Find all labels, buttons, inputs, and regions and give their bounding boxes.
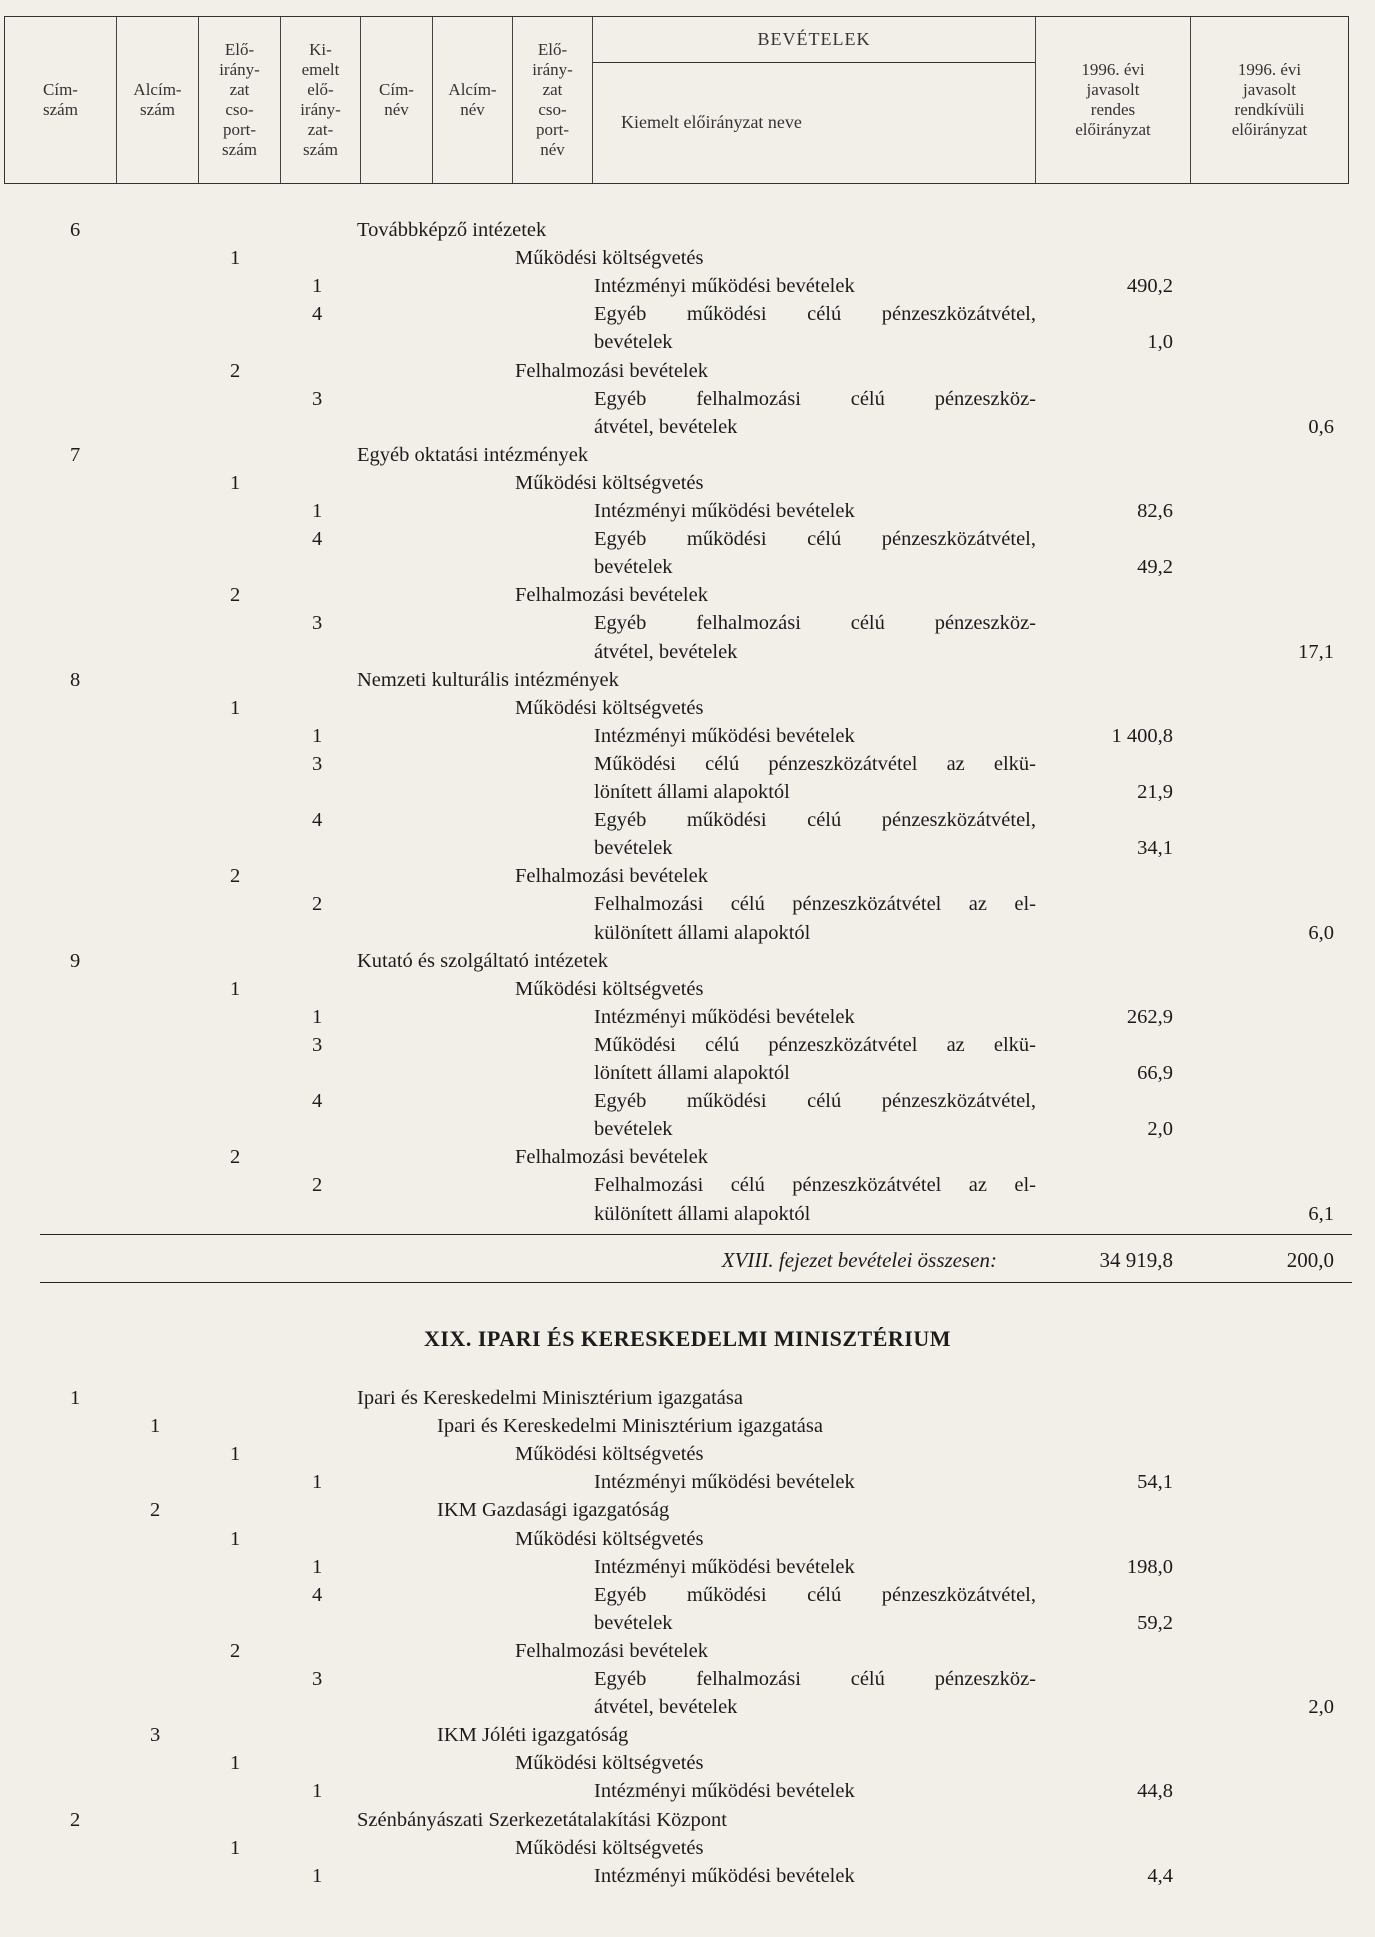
row-name: Működési célú pénzeszközátvétel az elkü-	[594, 1033, 1036, 1056]
row-name: Intézményi működési bevételek	[594, 1471, 855, 1494]
table-row	[0, 1143, 1375, 1171]
table-row	[0, 862, 1375, 890]
kiemelt-eloiranyzat-szam: 2	[312, 893, 323, 916]
rendes-value: 490,2	[1126, 275, 1173, 298]
row-name: Működési költségvetés	[515, 977, 704, 1000]
eloiranyzat-csoport-szam: 2	[230, 865, 241, 888]
row-name: Működési költségvetés	[515, 1443, 704, 1466]
table-row	[0, 469, 1375, 497]
total-rendes-value: 34 919,8	[1099, 1248, 1173, 1272]
header-rendes-eloiranyzat: 1996. évi javasolt rendes előirányzat	[1036, 17, 1191, 183]
row-name: Működési költségvetés	[515, 1527, 704, 1550]
table-header	[4, 16, 1349, 184]
row-name: Működési költségvetés	[515, 1836, 704, 1859]
row-name: Működési költségvetés	[515, 247, 704, 270]
rendes-value: 2,0	[1147, 1118, 1173, 1141]
table-row	[0, 581, 1375, 609]
table-row	[0, 244, 1375, 272]
kiemelt-eloiranyzat-szam: 4	[312, 303, 323, 326]
table-row	[0, 947, 1375, 975]
row-name: Felhalmozási bevételek	[515, 865, 708, 888]
eloiranyzat-csoport-szam: 2	[230, 584, 241, 607]
table-row	[0, 638, 1375, 666]
row-name: Intézményi működési bevételek	[594, 275, 855, 298]
table-row	[0, 1693, 1375, 1721]
cim-szam: 6	[70, 219, 81, 241]
row-name: bevételek	[594, 331, 673, 354]
eloiranyzat-csoport-szam: 1	[230, 1752, 241, 1775]
table-row	[0, 1496, 1375, 1524]
cim-szam: 9	[70, 949, 81, 972]
row-name: Egyéb működési célú pénzeszközátvétel,	[594, 1583, 1036, 1606]
rendes-value: 4,4	[1147, 1864, 1173, 1887]
row-name: bevételek	[594, 1611, 673, 1634]
total-rule-bottom	[40, 1282, 1352, 1283]
kiemelt-eloiranyzat-szam: 3	[312, 612, 323, 635]
alcim-szam: 3	[150, 1724, 161, 1747]
row-name: Működési költségvetés	[515, 471, 704, 494]
table-row	[0, 1862, 1375, 1890]
header-bevetelek: BEVÉTELEK	[593, 17, 1035, 63]
kiemelt-eloiranyzat-szam: 1	[312, 275, 323, 298]
row-name: Kutató és szolgáltató intézetek	[357, 949, 609, 972]
table-row	[0, 1115, 1375, 1143]
cim-szam: 2	[70, 1808, 81, 1831]
table-row	[0, 1031, 1375, 1059]
rendkivuli-value: 6,0	[1308, 921, 1334, 944]
rendes-value: 49,2	[1137, 556, 1173, 579]
table-row	[0, 1200, 1375, 1228]
eloiranyzat-csoport-szam: 1	[230, 247, 241, 270]
table-row	[0, 1581, 1375, 1609]
rendkivuli-value: 2,0	[1308, 1696, 1334, 1719]
rendkivuli-value: 0,6	[1308, 415, 1334, 438]
row-name: Szénbányászati Szerkezetátalakítási Központ	[357, 1808, 727, 1831]
section-title: XIX. IPARI ÉS KERESKEDELMI MINISZTÉRIUM	[423, 1326, 951, 1351]
cim-szam: 1	[70, 1387, 81, 1409]
rendes-value: 34,1	[1137, 837, 1173, 860]
rendes-value: 1 400,8	[1111, 724, 1173, 747]
eloiranyzat-csoport-szam: 1	[230, 696, 241, 719]
table-row	[0, 1171, 1375, 1199]
table-row	[0, 357, 1375, 385]
table-row	[0, 1525, 1375, 1553]
table-row	[0, 525, 1375, 553]
row-name: lönített állami alapoktól	[594, 1062, 790, 1084]
eloiranyzat-csoport-szam: 2	[230, 1146, 241, 1169]
row-name: Nemzeti kulturális intézmények	[357, 668, 619, 691]
row-name: bevételek	[594, 556, 673, 579]
cim-szam: 8	[70, 668, 81, 691]
row-name: Felhalmozási bevételek	[515, 1639, 708, 1662]
row-name: Egyéb oktatási intézmények	[357, 443, 589, 466]
kiemelt-eloiranyzat-szam: 4	[312, 1583, 323, 1606]
kiemelt-eloiranyzat-szam: 1	[312, 724, 323, 747]
rendkivuli-value: 17,1	[1298, 640, 1334, 663]
row-name: Működési célú pénzeszközátvétel az elkü-	[594, 752, 1036, 775]
row-name: Egyéb felhalmozási célú pénzeszköz-	[594, 387, 1036, 410]
table-row	[0, 1553, 1375, 1581]
row-name: Intézményi működési bevételek	[594, 500, 855, 522]
row-name: Ipari és Kereskedelmi Minisztérium igazgatása	[437, 1415, 823, 1438]
rendes-value: 59,2	[1137, 1611, 1173, 1634]
kiemelt-eloiranyzat-szam: 1	[312, 1005, 323, 1028]
eloiranyzat-csoport-szam: 2	[230, 1639, 241, 1662]
kiemelt-eloiranyzat-szam: 3	[312, 1668, 323, 1690]
kiemelt-eloiranyzat-szam: 1	[312, 500, 323, 522]
table-row	[0, 497, 1375, 525]
table-row	[0, 1834, 1375, 1862]
table-row	[0, 1440, 1375, 1468]
table-row	[0, 413, 1375, 441]
table-row	[0, 300, 1375, 328]
total-rendkivuli-value: 200,0	[1286, 1248, 1334, 1272]
eloiranyzat-csoport-szam: 1	[230, 1836, 241, 1859]
kiemelt-eloiranyzat-szam: 1	[312, 1864, 323, 1887]
rendes-value: 44,8	[1137, 1780, 1173, 1803]
rendes-value: 21,9	[1137, 781, 1173, 803]
row-name: Felhalmozási célú pénzeszközátvétel az el-	[594, 1174, 1036, 1197]
row-name: Működési költségvetés	[515, 696, 704, 719]
row-name: átvétel, bevételek	[594, 640, 738, 663]
row-name: Intézményi működési bevételek	[594, 1005, 855, 1028]
eloiranyzat-csoport-szam: 1	[230, 471, 241, 494]
row-name: Intézményi működési bevételek	[594, 724, 855, 747]
table-row	[0, 1609, 1375, 1637]
row-name: Intézményi működési bevételek	[594, 1780, 855, 1803]
table-row	[0, 1003, 1375, 1031]
header-alcim-szam: Alcím- szám	[117, 17, 199, 183]
eloiranyzat-csoport-szam: 1	[230, 1527, 241, 1550]
row-name: Egyéb működési célú pénzeszközátvétel,	[594, 809, 1036, 832]
eloiranyzat-csoport-szam: 2	[230, 359, 241, 382]
table-row	[0, 806, 1375, 834]
header-cim-nev: Cím- név	[361, 17, 433, 183]
header-kiemelt-eloiranyzat-neve: Kiemelt előirányzat neve	[621, 112, 802, 132]
table-row	[0, 385, 1375, 413]
row-name: Egyéb működési célú pénzeszközátvétel,	[594, 528, 1036, 551]
kiemelt-eloiranyzat-szam: 1	[312, 1555, 323, 1578]
table-row	[0, 834, 1375, 862]
table-row	[0, 1721, 1375, 1749]
header-eloiranyzat-csoport-nev: Elő- irány- zat cso- port- név	[513, 17, 593, 183]
rendkivuli-value: 6,1	[1308, 1202, 1334, 1225]
table-row	[0, 919, 1375, 947]
table-row	[0, 441, 1375, 469]
row-name: bevételek	[594, 1118, 673, 1141]
table-row	[0, 666, 1375, 694]
table-row	[0, 722, 1375, 750]
row-name: IKM Gazdasági igazgatóság	[437, 1499, 670, 1522]
row-name: Egyéb felhalmozási célú pénzeszköz-	[594, 1668, 1036, 1690]
cim-szam: 7	[70, 443, 81, 466]
row-name: bevételek	[594, 837, 673, 860]
kiemelt-eloiranyzat-szam: 3	[312, 387, 323, 410]
row-name: Felhalmozási bevételek	[515, 584, 708, 607]
table-row	[0, 1384, 1375, 1412]
kiemelt-eloiranyzat-szam: 3	[312, 1033, 323, 1056]
rendes-value: 54,1	[1137, 1471, 1173, 1494]
table-row	[0, 1412, 1375, 1440]
eloiranyzat-csoport-szam: 1	[230, 977, 241, 1000]
header-eloiranyzat-csoport-szam: Elő- irány- zat cso- port- szám	[199, 17, 281, 183]
row-name: IKM Jóléti igazgatóság	[437, 1724, 629, 1747]
row-name: Felhalmozási célú pénzeszközátvétel az el-	[594, 893, 1036, 916]
kiemelt-eloiranyzat-szam: 1	[312, 1780, 323, 1803]
row-name: Egyéb működési célú pénzeszközátvétel,	[594, 303, 1036, 326]
table-row	[0, 553, 1375, 581]
rendes-value: 1,0	[1147, 331, 1173, 354]
header-bevetelek-group	[593, 17, 1036, 183]
table-row	[0, 1468, 1375, 1496]
table-row	[0, 1087, 1375, 1115]
rendes-value: 262,9	[1126, 1005, 1173, 1028]
kiemelt-eloiranyzat-szam: 1	[312, 1471, 323, 1494]
row-name: Egyéb felhalmozási célú pénzeszköz-	[594, 612, 1036, 635]
kiemelt-eloiranyzat-szam: 4	[312, 809, 323, 832]
table-row	[0, 1059, 1375, 1087]
table-row	[0, 1806, 1375, 1834]
table-row	[0, 1777, 1375, 1805]
header-rendkivuli-eloiranyzat: 1996. évi javasolt rendkívüli előirányzat	[1231, 60, 1308, 139]
table-row	[0, 750, 1375, 778]
row-name: lönített állami alapoktól	[594, 781, 790, 803]
row-name: Működési költségvetés	[515, 1752, 704, 1775]
row-name: Ipari és Kereskedelmi Minisztérium igazgatása	[357, 1387, 743, 1409]
table-row	[0, 1665, 1375, 1693]
kiemelt-eloiranyzat-szam: 4	[312, 528, 323, 551]
table-row	[0, 609, 1375, 637]
table-row	[0, 272, 1375, 300]
header-alcim-nev: Alcím- név	[433, 17, 513, 183]
row-name: Továbbképző intézetek	[357, 219, 547, 241]
total-row	[0, 1245, 1375, 1275]
kiemelt-eloiranyzat-szam: 2	[312, 1174, 323, 1197]
row-name: Intézményi működési bevételek	[594, 1864, 855, 1887]
eloiranyzat-csoport-szam: 1	[230, 1443, 241, 1466]
alcim-szam: 2	[150, 1499, 161, 1522]
row-name: Felhalmozási bevételek	[515, 359, 708, 382]
total-label: XVIII. fejezet bevételei összesen:	[721, 1248, 997, 1272]
table-row	[0, 1749, 1375, 1777]
row-name: átvétel, bevételek	[594, 415, 738, 438]
alcim-szam: 1	[150, 1415, 161, 1438]
row-name: Felhalmozási bevételek	[515, 1146, 708, 1169]
rendes-value: 198,0	[1126, 1555, 1173, 1578]
rendes-value: 66,9	[1137, 1062, 1173, 1084]
table-row	[0, 694, 1375, 722]
kiemelt-eloiranyzat-szam: 4	[312, 1090, 323, 1113]
row-name: különített állami alapoktól	[594, 921, 811, 944]
rendes-value: 82,6	[1137, 500, 1173, 522]
table-row	[0, 328, 1375, 356]
table-row	[0, 975, 1375, 1003]
table-row	[0, 216, 1375, 244]
row-name: átvétel, bevételek	[594, 1696, 738, 1719]
header-kiemelt-eloiranyzat-szam: Ki- emelt elő- irány- zat- szám	[281, 17, 361, 183]
row-name: különített állami alapoktól	[594, 1202, 811, 1225]
table-row	[0, 890, 1375, 918]
row-name: Intézményi működési bevételek	[594, 1555, 855, 1578]
row-name: Egyéb működési célú pénzeszközátvétel,	[594, 1090, 1036, 1113]
table-row	[0, 1637, 1375, 1665]
table-row	[0, 778, 1375, 806]
header-cim-szam: Cím- szám	[5, 17, 117, 183]
kiemelt-eloiranyzat-szam: 3	[312, 752, 323, 775]
total-rule-top	[40, 1234, 1352, 1235]
